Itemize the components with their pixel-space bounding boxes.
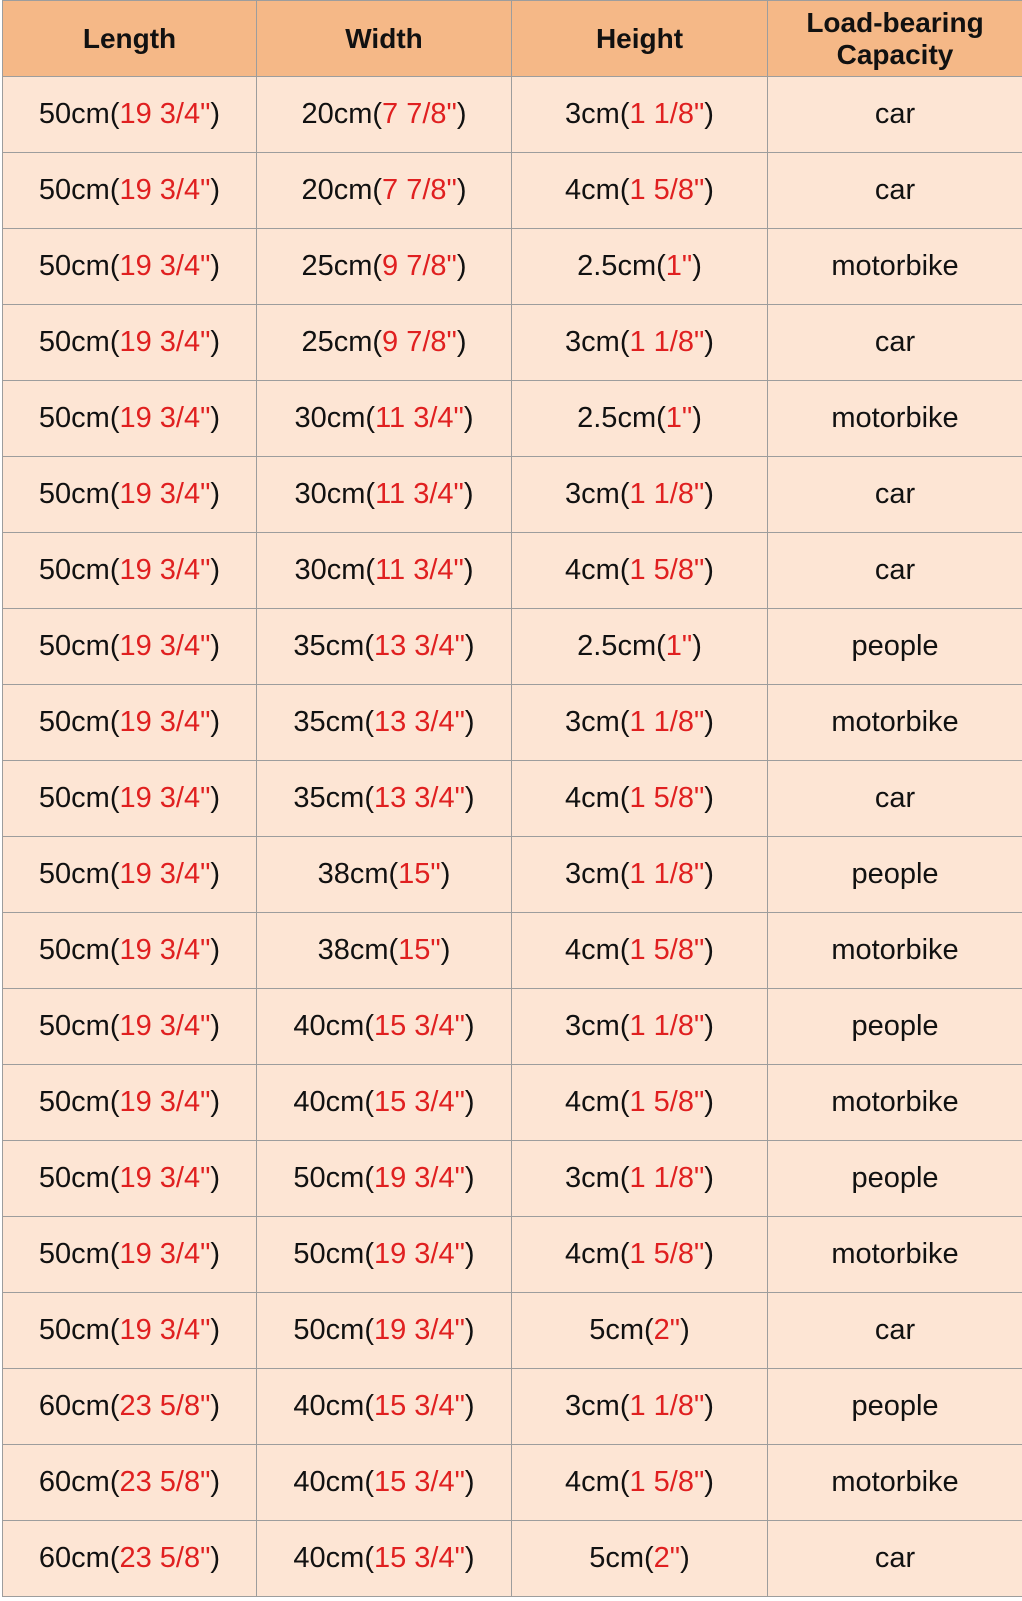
closing-paren: ) bbox=[704, 706, 714, 738]
closing-paren: ) bbox=[210, 554, 221, 586]
height-cell bbox=[512, 77, 768, 153]
closing-paren: ) bbox=[210, 478, 221, 510]
load-bearing-capacity-cell: motorbike bbox=[768, 1445, 1022, 1521]
width-cm-value: 50cm( bbox=[293, 1314, 374, 1346]
length-inch-value: 19 3/4" bbox=[119, 1162, 211, 1194]
length-cell bbox=[3, 761, 257, 837]
length-cm-value: 50cm( bbox=[38, 782, 120, 814]
closing-paren: ) bbox=[704, 1238, 714, 1270]
width-cm-value: 50cm( bbox=[293, 1238, 374, 1270]
load-bearing-capacity-cell: motorbike bbox=[768, 229, 1022, 305]
height-inch-value: 1 1/8" bbox=[629, 98, 705, 130]
closing-paren: ) bbox=[680, 1314, 690, 1346]
length-inch-value: 19 3/4" bbox=[119, 326, 211, 358]
height-inch-value: 1 5/8" bbox=[629, 1238, 705, 1270]
length-inch-value: 23 5/8" bbox=[119, 1542, 211, 1574]
height-cm-value: 4cm( bbox=[565, 1238, 630, 1270]
length-cell bbox=[3, 229, 257, 305]
width-cm-value: 40cm( bbox=[293, 1086, 374, 1118]
closing-paren: ) bbox=[704, 782, 714, 814]
length-cm-value: 50cm( bbox=[38, 250, 120, 282]
height-cell bbox=[512, 457, 768, 533]
height-cm-value: 2.5cm( bbox=[577, 630, 666, 662]
closing-paren: ) bbox=[704, 1466, 714, 1498]
length-inch-value: 19 3/4" bbox=[119, 402, 211, 434]
height-cm-value: 5cm( bbox=[589, 1542, 654, 1574]
closing-paren: ) bbox=[704, 478, 714, 510]
width-inch-value: 11 3/4" bbox=[375, 554, 464, 586]
closing-paren: ) bbox=[210, 250, 221, 282]
length-cm-value: 50cm( bbox=[38, 1162, 120, 1194]
length-inch-value: 19 3/4" bbox=[119, 934, 211, 966]
width-cell bbox=[257, 837, 512, 913]
closing-paren: ) bbox=[210, 1390, 221, 1422]
closing-paren: ) bbox=[704, 858, 714, 890]
length-cm-value: 50cm( bbox=[38, 858, 120, 890]
height-inch-value: 1 1/8" bbox=[629, 1010, 705, 1042]
closing-paren: ) bbox=[464, 630, 475, 662]
load-bearing-capacity-cell: car bbox=[768, 77, 1022, 153]
length-inch-value: 19 3/4" bbox=[119, 706, 211, 738]
height-cell bbox=[512, 153, 768, 229]
height-inch-value: 1 5/8" bbox=[629, 1086, 705, 1118]
height-inch-value: 1 1/8" bbox=[629, 1390, 705, 1422]
width-cm-value: 35cm( bbox=[293, 706, 374, 738]
closing-paren: ) bbox=[456, 250, 467, 282]
width-cm-value: 40cm( bbox=[293, 1542, 374, 1574]
length-inch-value: 19 3/4" bbox=[119, 630, 211, 662]
length-cell bbox=[3, 1369, 257, 1445]
closing-paren: ) bbox=[210, 326, 221, 358]
length-cell bbox=[3, 457, 257, 533]
header-length: Length bbox=[3, 1, 257, 77]
width-cell bbox=[257, 457, 512, 533]
length-cell bbox=[3, 989, 257, 1065]
table-row bbox=[3, 609, 1022, 685]
closing-paren: ) bbox=[210, 1086, 221, 1118]
length-cell bbox=[3, 1141, 257, 1217]
closing-paren: ) bbox=[704, 1086, 714, 1118]
table-row bbox=[3, 1065, 1022, 1141]
closing-paren: ) bbox=[692, 402, 702, 434]
width-inch-value: 11 3/4" bbox=[375, 402, 464, 434]
height-cm-value: 2.5cm( bbox=[577, 402, 666, 434]
height-inch-value: 1 1/8" bbox=[629, 1162, 705, 1194]
height-cell bbox=[512, 989, 768, 1065]
load-bearing-capacity-cell: car bbox=[768, 533, 1022, 609]
length-inch-value: 19 3/4" bbox=[119, 250, 211, 282]
height-inch-value: 1" bbox=[665, 250, 693, 282]
length-inch-value: 19 3/4" bbox=[119, 1086, 211, 1118]
width-cell bbox=[257, 1141, 512, 1217]
height-cm-value: 3cm( bbox=[565, 98, 630, 130]
height-cm-value: 4cm( bbox=[565, 782, 630, 814]
closing-paren: ) bbox=[464, 1314, 475, 1346]
load-bearing-capacity-cell: motorbike bbox=[768, 381, 1022, 457]
closing-paren: ) bbox=[464, 1542, 475, 1574]
closing-paren: ) bbox=[210, 402, 221, 434]
length-inch-value: 19 3/4" bbox=[119, 1238, 211, 1270]
table-row bbox=[3, 913, 1022, 989]
closing-paren: ) bbox=[463, 554, 474, 586]
height-cm-value: 3cm( bbox=[565, 706, 630, 738]
width-cell bbox=[257, 609, 512, 685]
closing-paren: ) bbox=[210, 1162, 221, 1194]
width-cell bbox=[257, 989, 512, 1065]
width-inch-value: 13 3/4" bbox=[373, 706, 465, 738]
height-cm-value: 3cm( bbox=[565, 326, 630, 358]
closing-paren: ) bbox=[704, 934, 714, 966]
closing-paren: ) bbox=[704, 1390, 714, 1422]
length-cm-value: 50cm( bbox=[38, 174, 120, 206]
width-inch-value: 9 7/8" bbox=[382, 326, 457, 358]
load-bearing-capacity-cell: people bbox=[768, 1369, 1022, 1445]
closing-paren: ) bbox=[210, 1238, 221, 1270]
height-cell bbox=[512, 761, 768, 837]
closing-paren: ) bbox=[464, 1238, 475, 1270]
width-cm-value: 30cm( bbox=[294, 402, 376, 434]
load-bearing-capacity-cell: car bbox=[768, 761, 1022, 837]
length-cell bbox=[3, 609, 257, 685]
table-row bbox=[3, 1293, 1022, 1369]
width-inch-value: 19 3/4" bbox=[373, 1238, 465, 1270]
length-cm-value: 50cm( bbox=[38, 478, 120, 510]
width-cm-value: 30cm( bbox=[294, 478, 376, 510]
table-row bbox=[3, 381, 1022, 457]
height-cell bbox=[512, 685, 768, 761]
length-cm-value: 50cm( bbox=[38, 1010, 120, 1042]
height-cm-value: 4cm( bbox=[565, 174, 630, 206]
length-cell bbox=[3, 1065, 257, 1141]
height-cm-value: 3cm( bbox=[565, 1390, 630, 1422]
height-inch-value: 1 5/8" bbox=[629, 1466, 705, 1498]
closing-paren: ) bbox=[464, 706, 475, 738]
width-inch-value: 19 3/4" bbox=[373, 1314, 465, 1346]
width-cm-value: 20cm( bbox=[301, 174, 383, 206]
height-cm-value: 4cm( bbox=[565, 554, 630, 586]
closing-paren: ) bbox=[463, 402, 474, 434]
length-inch-value: 19 3/4" bbox=[119, 98, 211, 130]
header-load-bearing-capacity: Load-bearing Capacity bbox=[768, 1, 1022, 77]
closing-paren: ) bbox=[704, 98, 714, 130]
height-cell bbox=[512, 837, 768, 913]
closing-paren: ) bbox=[210, 1542, 221, 1574]
table-row bbox=[3, 989, 1022, 1065]
closing-paren: ) bbox=[456, 326, 467, 358]
closing-paren: ) bbox=[464, 1010, 475, 1042]
width-cell bbox=[257, 153, 512, 229]
length-cm-value: 60cm( bbox=[38, 1390, 120, 1422]
width-inch-value: 13 3/4" bbox=[373, 630, 465, 662]
length-inch-value: 23 5/8" bbox=[119, 1390, 211, 1422]
height-cm-value: 4cm( bbox=[565, 934, 630, 966]
height-cm-value: 4cm( bbox=[565, 1466, 630, 1498]
height-inch-value: 2" bbox=[653, 1542, 681, 1574]
length-cm-value: 50cm( bbox=[38, 934, 120, 966]
table-row bbox=[3, 761, 1022, 837]
length-cell bbox=[3, 153, 257, 229]
width-inch-value: 15 3/4" bbox=[373, 1466, 465, 1498]
closing-paren: ) bbox=[704, 1162, 714, 1194]
table-body bbox=[3, 77, 1022, 1597]
width-inch-value: 9 7/8" bbox=[382, 250, 457, 282]
height-cell bbox=[512, 1293, 768, 1369]
width-inch-value: 15 3/4" bbox=[373, 1010, 465, 1042]
table-row bbox=[3, 1445, 1022, 1521]
height-cell bbox=[512, 1521, 768, 1597]
table-row bbox=[3, 457, 1022, 533]
height-inch-value: 1 1/8" bbox=[629, 706, 705, 738]
height-cell bbox=[512, 1369, 768, 1445]
load-bearing-capacity-cell: people bbox=[768, 1141, 1022, 1217]
height-inch-value: 2" bbox=[653, 1314, 681, 1346]
closing-paren: ) bbox=[464, 1390, 475, 1422]
width-cm-value: 35cm( bbox=[293, 782, 374, 814]
length-inch-value: 19 3/4" bbox=[119, 858, 211, 890]
load-bearing-capacity-cell: people bbox=[768, 837, 1022, 913]
length-cm-value: 50cm( bbox=[38, 554, 120, 586]
width-cm-value: 25cm( bbox=[301, 250, 383, 282]
height-cm-value: 5cm( bbox=[589, 1314, 654, 1346]
height-inch-value: 1" bbox=[665, 402, 693, 434]
height-inch-value: 1 1/8" bbox=[629, 326, 705, 358]
load-bearing-capacity-cell: motorbike bbox=[768, 1065, 1022, 1141]
height-inch-value: 1 5/8" bbox=[629, 934, 705, 966]
closing-paren: ) bbox=[440, 934, 451, 966]
length-cm-value: 50cm( bbox=[38, 706, 120, 738]
width-inch-value: 15" bbox=[398, 934, 441, 966]
height-cell bbox=[512, 1141, 768, 1217]
load-bearing-capacity-cell: car bbox=[768, 305, 1022, 381]
length-cm-value: 50cm( bbox=[38, 326, 120, 358]
length-inch-value: 19 3/4" bbox=[119, 782, 211, 814]
width-inch-value: 15 3/4" bbox=[373, 1542, 465, 1574]
height-cell bbox=[512, 381, 768, 457]
width-cell bbox=[257, 1065, 512, 1141]
length-cm-value: 50cm( bbox=[38, 1238, 120, 1270]
length-cell bbox=[3, 837, 257, 913]
width-cell bbox=[257, 913, 512, 989]
closing-paren: ) bbox=[456, 174, 467, 206]
height-cm-value: 3cm( bbox=[565, 1162, 630, 1194]
closing-paren: ) bbox=[210, 1010, 221, 1042]
length-cell bbox=[3, 685, 257, 761]
table-row bbox=[3, 1521, 1022, 1597]
length-cell bbox=[3, 913, 257, 989]
length-cell bbox=[3, 305, 257, 381]
load-bearing-capacity-cell: car bbox=[768, 457, 1022, 533]
header-width: Width bbox=[257, 1, 512, 77]
length-inch-value: 19 3/4" bbox=[119, 1314, 211, 1346]
length-cm-value: 50cm( bbox=[38, 630, 120, 662]
height-cell bbox=[512, 609, 768, 685]
closing-paren: ) bbox=[463, 478, 474, 510]
height-inch-value: 1 1/8" bbox=[629, 478, 705, 510]
closing-paren: ) bbox=[464, 1086, 475, 1118]
closing-paren: ) bbox=[210, 706, 221, 738]
height-inch-value: 1 5/8" bbox=[629, 174, 705, 206]
width-cell bbox=[257, 533, 512, 609]
height-cm-value: 3cm( bbox=[565, 1010, 630, 1042]
length-cell bbox=[3, 77, 257, 153]
closing-paren: ) bbox=[210, 934, 221, 966]
height-cell bbox=[512, 305, 768, 381]
table-row bbox=[3, 77, 1022, 153]
closing-paren: ) bbox=[704, 1010, 714, 1042]
header-row bbox=[3, 1, 1022, 77]
width-cell bbox=[257, 77, 512, 153]
width-cm-value: 40cm( bbox=[293, 1390, 374, 1422]
width-cm-value: 38cm( bbox=[317, 934, 399, 966]
length-cm-value: 60cm( bbox=[38, 1466, 120, 1498]
length-inch-value: 19 3/4" bbox=[119, 1010, 211, 1042]
width-cell bbox=[257, 1369, 512, 1445]
closing-paren: ) bbox=[210, 1314, 221, 1346]
length-cm-value: 50cm( bbox=[38, 402, 120, 434]
width-cell bbox=[257, 381, 512, 457]
length-cm-value: 60cm( bbox=[38, 1542, 120, 1574]
closing-paren: ) bbox=[464, 782, 475, 814]
width-cell bbox=[257, 761, 512, 837]
width-inch-value: 13 3/4" bbox=[373, 782, 465, 814]
closing-paren: ) bbox=[692, 630, 702, 662]
closing-paren: ) bbox=[210, 1466, 221, 1498]
load-bearing-capacity-cell: people bbox=[768, 989, 1022, 1065]
width-cell bbox=[257, 1293, 512, 1369]
length-cell bbox=[3, 1293, 257, 1369]
table-row bbox=[3, 153, 1022, 229]
length-cm-value: 50cm( bbox=[38, 1314, 120, 1346]
length-cell bbox=[3, 533, 257, 609]
load-bearing-capacity-cell: people bbox=[768, 609, 1022, 685]
height-cm-value: 3cm( bbox=[565, 858, 630, 890]
height-cm-value: 3cm( bbox=[565, 478, 630, 510]
height-cell bbox=[512, 1217, 768, 1293]
length-inch-value: 19 3/4" bbox=[119, 554, 211, 586]
closing-paren: ) bbox=[464, 1162, 475, 1194]
height-inch-value: 1 1/8" bbox=[629, 858, 705, 890]
load-bearing-capacity-cell: motorbike bbox=[768, 1217, 1022, 1293]
load-bearing-capacity-cell: car bbox=[768, 1293, 1022, 1369]
width-cm-value: 35cm( bbox=[293, 630, 374, 662]
table-row bbox=[3, 837, 1022, 913]
height-cell bbox=[512, 1065, 768, 1141]
width-cell bbox=[257, 229, 512, 305]
table-row bbox=[3, 229, 1022, 305]
closing-paren: ) bbox=[210, 782, 221, 814]
closing-paren: ) bbox=[210, 630, 221, 662]
height-cell bbox=[512, 913, 768, 989]
length-cell bbox=[3, 1445, 257, 1521]
load-bearing-capacity-cell: motorbike bbox=[768, 913, 1022, 989]
header-height: Height bbox=[512, 1, 768, 77]
width-cell bbox=[257, 1217, 512, 1293]
width-cm-value: 50cm( bbox=[293, 1162, 374, 1194]
closing-paren: ) bbox=[464, 1466, 475, 1498]
width-cm-value: 30cm( bbox=[294, 554, 376, 586]
height-inch-value: 1 5/8" bbox=[629, 782, 705, 814]
length-cell bbox=[3, 1521, 257, 1597]
length-cell bbox=[3, 1217, 257, 1293]
width-cell bbox=[257, 1445, 512, 1521]
width-cm-value: 38cm( bbox=[317, 858, 399, 890]
load-bearing-capacity-cell: motorbike bbox=[768, 685, 1022, 761]
width-inch-value: 15" bbox=[398, 858, 441, 890]
length-cm-value: 50cm( bbox=[38, 1086, 120, 1118]
width-cm-value: 20cm( bbox=[301, 98, 383, 130]
load-bearing-capacity-cell: car bbox=[768, 153, 1022, 229]
closing-paren: ) bbox=[704, 554, 714, 586]
table-row bbox=[3, 685, 1022, 761]
table-row bbox=[3, 533, 1022, 609]
width-inch-value: 19 3/4" bbox=[373, 1162, 465, 1194]
width-inch-value: 7 7/8" bbox=[382, 174, 457, 206]
height-cm-value: 2.5cm( bbox=[577, 250, 666, 282]
table-row bbox=[3, 1141, 1022, 1217]
height-cell bbox=[512, 229, 768, 305]
height-cell bbox=[512, 1445, 768, 1521]
height-inch-value: 1" bbox=[665, 630, 693, 662]
width-inch-value: 11 3/4" bbox=[375, 478, 464, 510]
closing-paren: ) bbox=[456, 98, 467, 130]
height-inch-value: 1 5/8" bbox=[629, 554, 705, 586]
width-inch-value: 15 3/4" bbox=[373, 1390, 465, 1422]
width-cm-value: 25cm( bbox=[301, 326, 383, 358]
closing-paren: ) bbox=[692, 250, 702, 282]
width-inch-value: 7 7/8" bbox=[382, 98, 457, 130]
closing-paren: ) bbox=[210, 174, 221, 206]
length-inch-value: 19 3/4" bbox=[119, 174, 211, 206]
closing-paren: ) bbox=[704, 326, 714, 358]
closing-paren: ) bbox=[680, 1542, 690, 1574]
width-cm-value: 40cm( bbox=[293, 1010, 374, 1042]
size-table bbox=[2, 0, 1022, 1597]
table-row bbox=[3, 1217, 1022, 1293]
table-row bbox=[3, 305, 1022, 381]
width-inch-value: 15 3/4" bbox=[373, 1086, 465, 1118]
closing-paren: ) bbox=[440, 858, 451, 890]
length-cell bbox=[3, 381, 257, 457]
closing-paren: ) bbox=[704, 174, 714, 206]
width-cell bbox=[257, 1521, 512, 1597]
length-inch-value: 23 5/8" bbox=[119, 1466, 211, 1498]
height-cm-value: 4cm( bbox=[565, 1086, 630, 1118]
length-inch-value: 19 3/4" bbox=[119, 478, 211, 510]
height-cell bbox=[512, 533, 768, 609]
table-row bbox=[3, 1369, 1022, 1445]
closing-paren: ) bbox=[210, 858, 221, 890]
closing-paren: ) bbox=[210, 98, 221, 130]
width-cell bbox=[257, 685, 512, 761]
load-bearing-capacity-cell: car bbox=[768, 1521, 1022, 1597]
width-cell bbox=[257, 305, 512, 381]
width-cm-value: 40cm( bbox=[293, 1466, 374, 1498]
length-cm-value: 50cm( bbox=[38, 98, 120, 130]
